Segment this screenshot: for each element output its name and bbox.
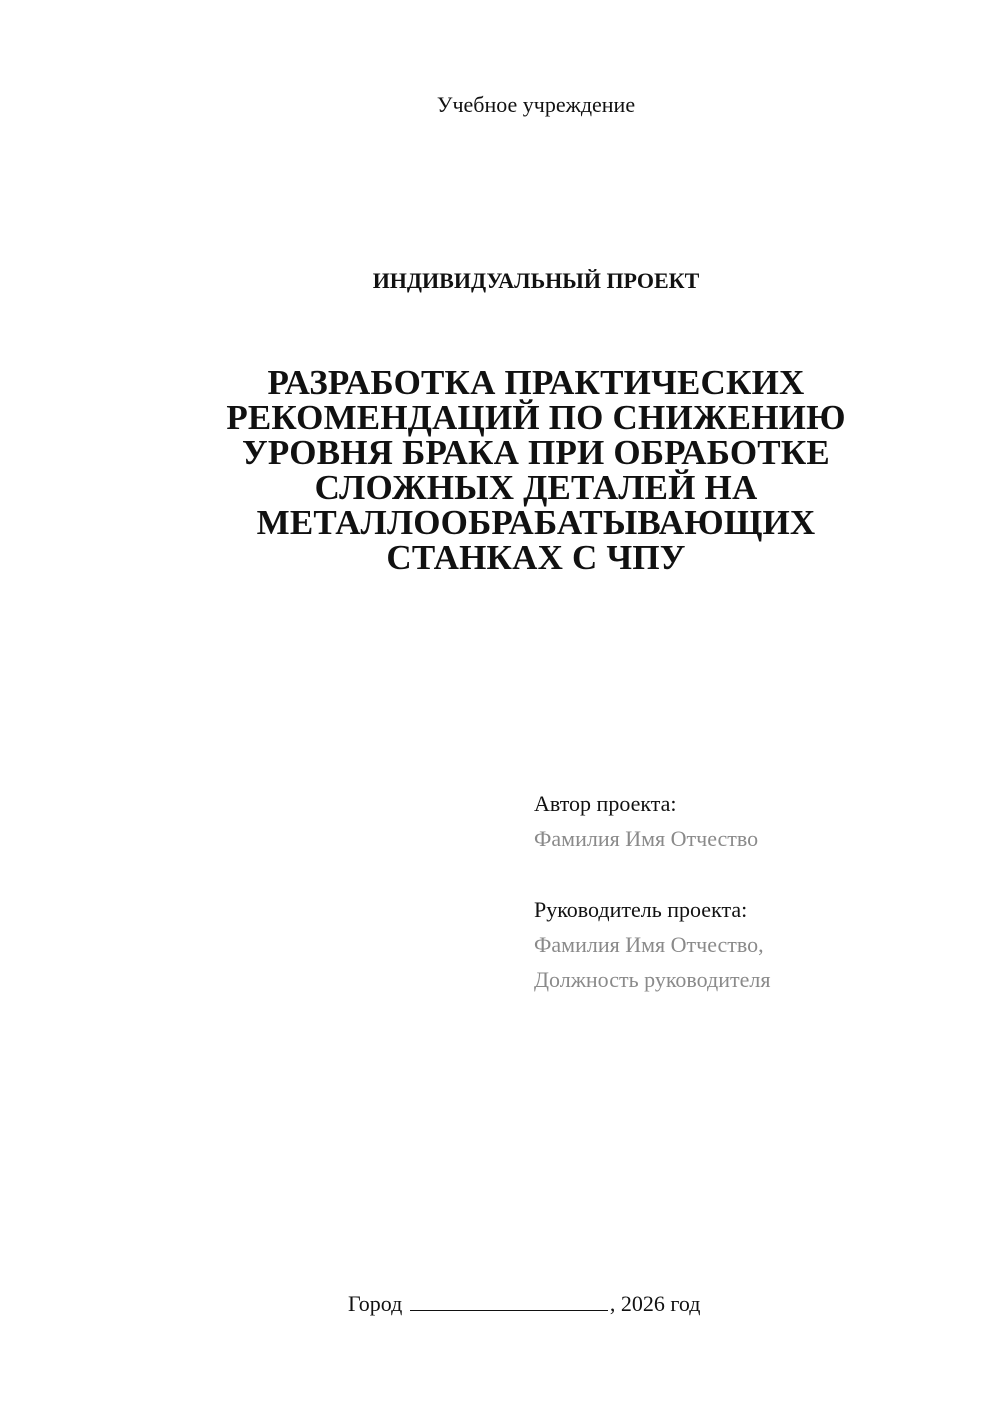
- author-label: Автор проекта:: [534, 791, 677, 816]
- project-title: [150, 365, 922, 575]
- project-title-line: РАЗРАБОТКА ПРАКТИЧЕСКИХ: [267, 363, 805, 402]
- city-label: Город: [348, 1291, 403, 1316]
- project-title-line: СТАНКАХ С ЧПУ: [386, 538, 686, 577]
- supervisor-position: Должность руководителя: [534, 967, 771, 992]
- project-title-line: УРОВНЯ БРАКА ПРИ ОБРАБОТКЕ: [242, 433, 830, 472]
- year-text: , 2026 год: [609, 1291, 701, 1316]
- footer-city-year: [348, 1290, 700, 1318]
- institution-name: Учебное учреждение: [436, 92, 636, 117]
- supervisor-block: [534, 892, 770, 997]
- supervisor-name: Фамилия Имя Отчество,: [534, 932, 764, 957]
- project-title-line: МЕТАЛЛООБРАБАТЫВАЮЩИХ: [256, 503, 816, 542]
- project-title-line: СЛОЖНЫХ ДЕТАЛЕЙ НА: [314, 468, 758, 507]
- city-blank-line: [410, 1290, 608, 1311]
- project-title-line: РЕКОМЕНДАЦИЙ ПО СНИЖЕНИЮ: [226, 398, 846, 437]
- author-block: [534, 786, 758, 856]
- supervisor-label: Руководитель проекта:: [534, 897, 748, 922]
- document-type: ИНДИВИДУАЛЬНЫЙ ПРОЕКТ: [372, 268, 700, 293]
- author-name: Фамилия Имя Отчество: [534, 826, 759, 851]
